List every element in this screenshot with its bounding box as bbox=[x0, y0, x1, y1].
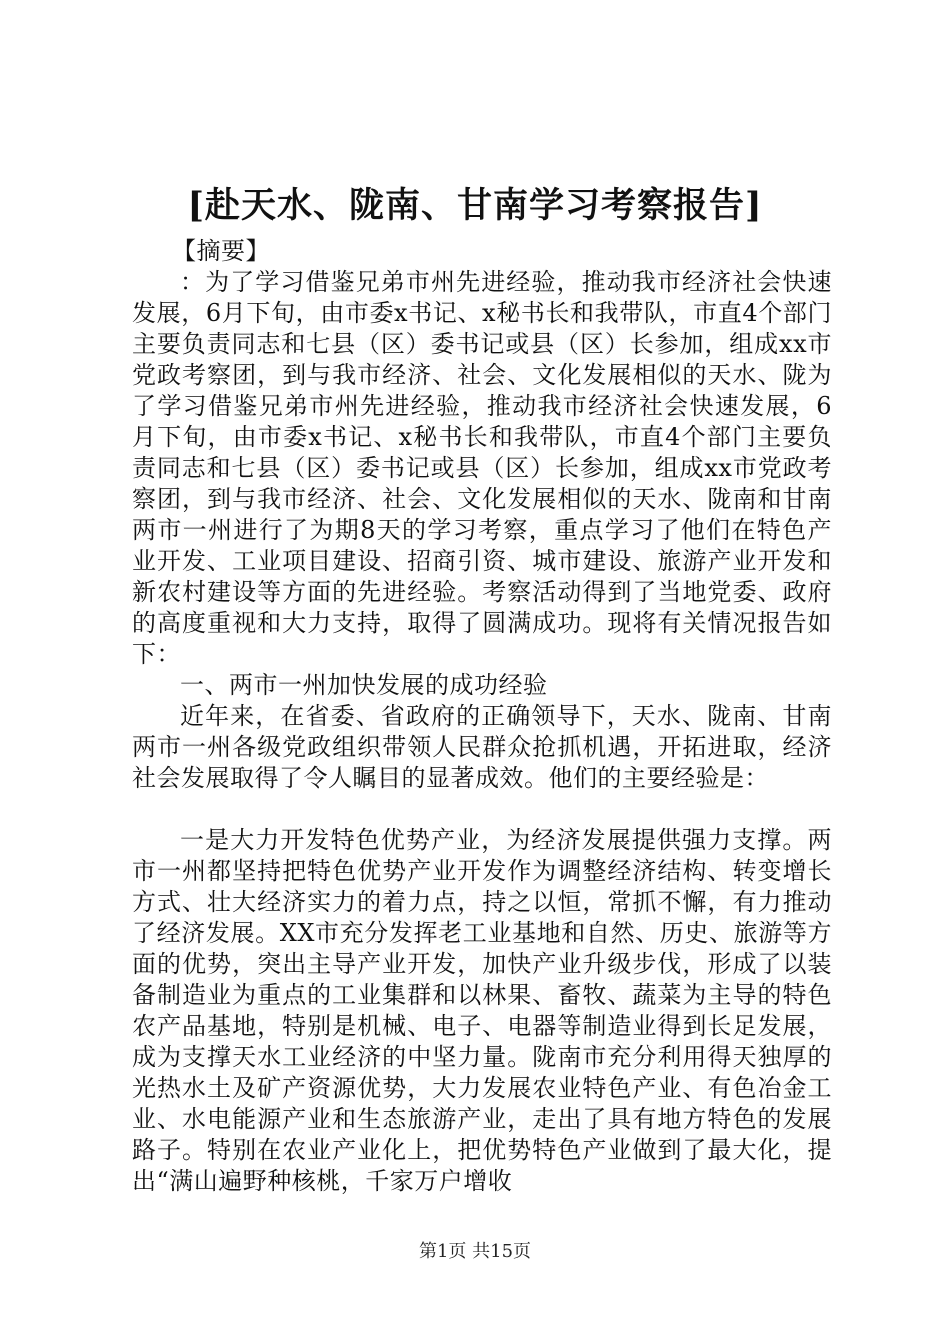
paragraph-point-1: 一是大力开发特色优势产业，为经济发展提供强力支撑。两市一州都坚持把特色优势产业开发作为调整经济结构、转变增长方式、壮大经济实力的着力点，持之以恒，常抓不懈，有力推动了经济发展。XX市充分发挥老工业基地和自然、历史、旅游等方面的优势，突出主导产业开发，加快产业升级步伐，形成了以装备制造业为重点的工业集群和以林果、畜牧、蔬菜为主导的特色农产品基地，特别是机械、电子、电器等制造业得到长足发展，成为支撑天水工业经济的中坚力量。陇南市充分利用得天独厚的光热水土及矿产资源优势，大力发展农业特色产业、有色冶金工业、水电能源产业和生态旅游产业，走出了具有地方特色的发展路子。特别在农业产业化上，把优势特色产业做到了最大化，提出“满山遍野种核桃，千家万户增收 bbox=[132, 826, 832, 1195]
abstract-label: 【摘要】 bbox=[172, 237, 270, 265]
paragraph-experience-intro: 近年来，在省委、省政府的正确领导下，天水、陇南、甘南两市一州各级党政组织带领人民群众抢抓机遇，开拓进取，经济社会发展取得了令人瞩目的显著成效。他们的主要经验是： bbox=[132, 702, 832, 792]
paragraph-intro: ：为了学习借鉴兄弟市州先进经验，推动我市经济社会快速发展，6月下旬，由市委x书记、x秘书长和我带队，市直4个部门主要负责同志和七县（区）委书记或县（区）长参加，组成xx市党政考察团，到与我市经济、社会、文化发展相似的天水、陇为了学习借鉴兄弟市州先进经验，推动我市经济社会快速发展，6月下旬，由市委x书记、x秘书长和我带队，市直4个部门主要负责同志和七县（区）委书记或县（区）长参加，组成xx市党政考察团，到与我市经济、社会、文化发展相似的天水、陇南和甘南两市一州进行了为期8天的学习考察，重点学习了他们在特色产业开发、工业项目建设、招商引资、城市建设、旅游产业开发和新农村建设等方面的先进经验。考察活动得到了当地党委、政府的高度重视和大力支持，取得了圆满成功。现将有关情况报告如下： bbox=[132, 268, 832, 668]
page-footer: 第1页 共15页 bbox=[418, 1241, 532, 1262]
document-body bbox=[132, 236, 832, 1197]
section-heading-1: 一、两市一州加快发展的成功经验 bbox=[180, 671, 548, 699]
document-title: [赴天水、陇南、甘南学习考察报告] bbox=[187, 185, 763, 226]
blank-line bbox=[132, 794, 832, 825]
